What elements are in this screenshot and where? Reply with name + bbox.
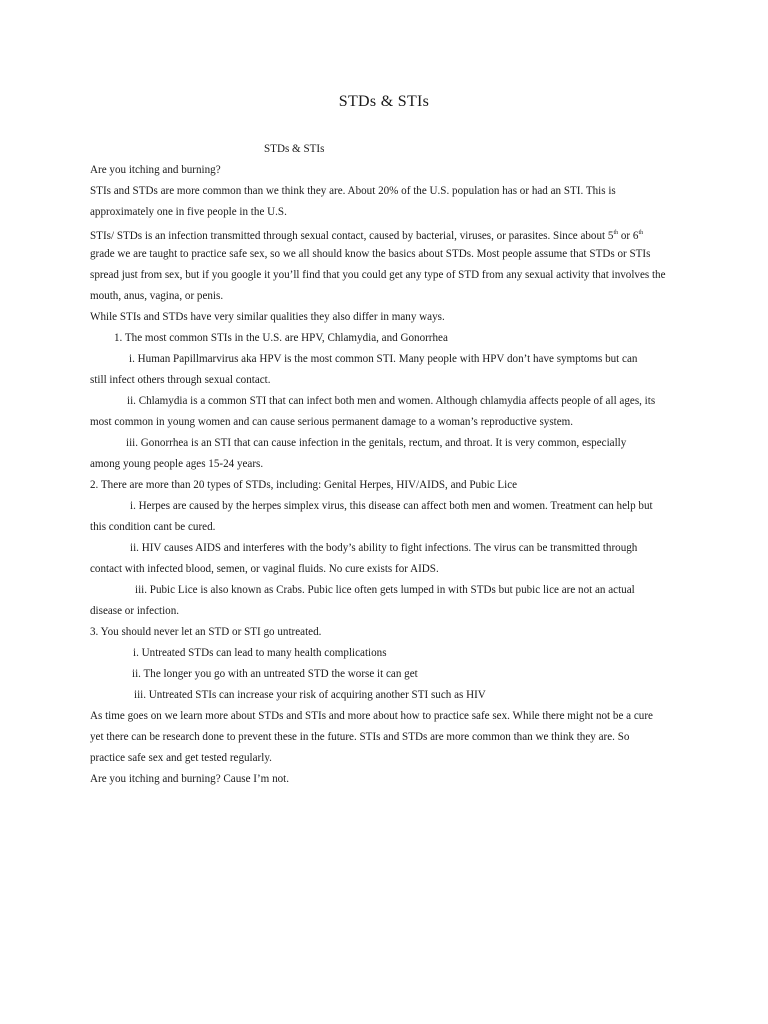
list-item-line: most common in young women and can cause serious permanent damage to a woman’s reproductive system. [90,416,574,428]
document-body [90,139,690,790]
list-item-line: disease or infection. [90,605,180,617]
closing-line: Are you itching and burning? Cause I’m not. [90,773,290,785]
list-item-line: i. Human Papillmarvirus aka HPV is the most common STI. Many people with HPV don’t have symptoms but can [129,353,638,365]
paragraph-line: As time goes on we learn more about STDs and STIs and more about how to practice safe sex. While there might not be a cure [90,710,653,722]
text-run: or 6 [618,230,639,242]
document-subtitle: STDs & STIs [264,143,325,155]
paragraph-line: practice safe sex and get tested regularly. [90,752,272,764]
list-item-line: ii. Chlamydia is a common STI that can infect both men and women. Although chlamydia affects people of all ages, its [127,395,656,407]
section-heading: 2. There are more than 20 types of STDs, including: Genital Herpes, HIV/AIDS, and Pubic Lice [90,479,518,491]
paragraph-line: mouth, anus, vagina, or penis. [90,290,224,302]
list-item-line: i. Untreated STDs can lead to many health complications [133,647,387,659]
paragraph-line: approximately one in five people in the U.S. [90,206,287,218]
paragraph-line: grade we are taught to practice safe sex, so we all should know the basics about STDs. Most people assume that STDs or STIs [90,248,651,260]
paragraph-line: While STIs and STDs have very similar qualities they also differ in many ways. [90,311,445,323]
section-heading: 3. You should never let an STD or STI go untreated. [90,626,322,638]
list-item-line: iii. Untreated STIs can increase your risk of acquiring another STI such as HIV [134,689,486,701]
document-title: STDs & STIs [338,93,430,110]
list-item-line: this condition cant be cured. [90,521,216,533]
paragraph-line: yet there can be research done to prevent these in the future. STIs and STDs are more common than we think they are. So [90,731,630,743]
list-item-line: among young people ages 15-24 years. [90,458,264,470]
section-heading: 1. The most common STIs in the U.S. are HPV, Chlamydia, and Gonorrhea [114,332,448,344]
list-item-line: iii. Gonorrhea is an STI that can cause infection in the genitals, rectum, and throat. It is very common, especially [126,437,627,449]
list-item-line: iii. Pubic Lice is also known as Crabs. Pubic lice often gets lumped in with STDs but pubic lice are not an actual [135,584,635,596]
paragraph-line: STIs and STDs are more common than we think they are. About 20% of the U.S. population has or had an STI. This is [90,185,616,197]
paragraph-line: spread just from sex, but if you google it you’ll find that you could get any type of STD from any sexual activity that involves the [90,269,666,281]
superscript: th [613,230,619,236]
intro-question: Are you itching and burning? [90,164,221,176]
list-item-line: ii. The longer you go with an untreated STD the worse it can get [132,668,418,680]
text-run: STIs/ STDs is an infection transmitted through sexual contact, caused by bacterial, viruses, or parasites. Since about 5 [90,230,614,242]
list-item-line: still infect others through sexual contact. [90,374,271,386]
superscript: th [638,230,644,236]
list-item-line: contact with infected blood, semen, or vaginal fluids. No cure exists for AIDS. [90,563,439,575]
list-item-line: i. Herpes are caused by the herpes simplex virus, this disease can affect both men and women. Treatment can help but [130,500,653,512]
list-item-line: ii. HIV causes AIDS and interferes with the body’s ability to fight infections. The virus can be transmitted through [130,542,638,554]
paragraph-line [90,223,690,244]
